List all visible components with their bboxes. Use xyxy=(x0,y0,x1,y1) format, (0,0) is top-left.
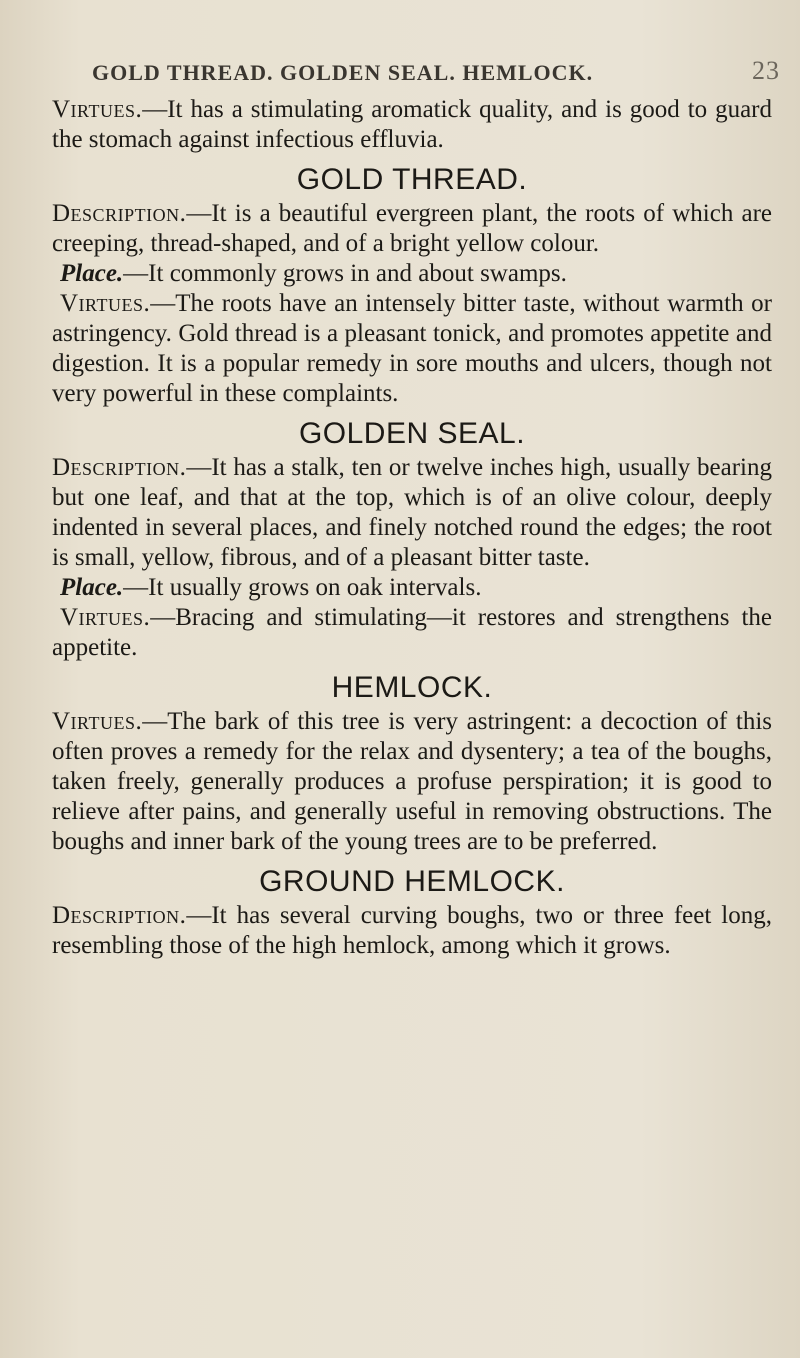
ground-hemlock-heading: GROUND HEMLOCK. xyxy=(259,865,565,898)
golden-seal-place-text: —It usually grows on oak intervals. xyxy=(123,574,482,601)
golden-seal-heading: GOLDEN SEAL. xyxy=(298,417,526,450)
running-head-titles: GOLD THREAD. GOLDEN SEAL. HEMLOCK. xyxy=(92,60,594,85)
golden-seal-virtues-lead: Virtues. xyxy=(60,604,151,631)
hemlock-heading: HEMLOCK. xyxy=(331,671,493,704)
intro-virtues-paragraph xyxy=(52,95,772,155)
ground-hemlock-description-lead: Description. xyxy=(52,902,187,929)
page-number: 23 xyxy=(752,56,780,85)
golden-seal-description-lead: Description. xyxy=(52,454,187,481)
gold-thread-virtues-text: —The roots have an intensely bitter taste, without warmth or astringency. Gold thread is a pleasant tonick, and promotes appetite and digestion. It is a popular remedy in sore mouths and ulcers, though not very powerful in these complaints. xyxy=(52,290,772,407)
golden-seal-description xyxy=(52,453,772,573)
golden-seal-place-lead: Place. xyxy=(60,574,124,601)
gold-thread-heading: GOLD THREAD. xyxy=(296,163,528,196)
body-text xyxy=(52,95,772,961)
hemlock-virtues xyxy=(52,707,772,857)
gold-thread-virtues-lead: Virtues. xyxy=(60,290,151,317)
hemlock-virtues-text: —The bark of this tree is very astringent: a decoction of this often proves a remedy for the relax and dysentery; a tea of the boughs, taken freely, generally produces a profuse perspiration; it is good to relieve after pains, and generally useful in removing obstructions. The boughs and inner bark of the young trees are to be preferred. xyxy=(52,708,772,855)
running-head xyxy=(92,56,780,90)
ground-hemlock-description-text: —It has several curving boughs, two or three feet long, resembling those of the high hemlock, among which it grows. xyxy=(52,902,772,959)
gold-thread-virtues xyxy=(52,289,772,409)
gold-thread-place-lead: Place. xyxy=(60,260,124,287)
gold-thread-place-text: —It commonly grows in and about swamps. xyxy=(123,260,567,287)
golden-seal-place xyxy=(52,573,772,603)
gold-thread-description xyxy=(52,199,772,259)
gold-thread-description-lead: Description. xyxy=(52,200,187,227)
ground-hemlock-description xyxy=(52,901,772,961)
golden-seal-description-text: —It has a stalk, ten or twelve inches high, usually bearing but one leaf, and that at the top, which is of an olive colour, deeply indented in several places, and finely notched round the edges; the root is small, yellow, fibrous, and of a pleasant bitter taste. xyxy=(52,454,772,571)
gold-thread-place xyxy=(52,259,772,289)
golden-seal-virtues-text: —Bracing and stimulating—it restores and strengthens the appetite. xyxy=(52,604,772,661)
hemlock-virtues-lead: Virtues. xyxy=(52,708,143,735)
intro-virtues-text: —It has a stimulating aromatick quality, and is good to guard the stomach against infectious effluvia. xyxy=(52,96,772,153)
golden-seal-virtues xyxy=(52,603,772,663)
intro-virtues-lead: Virtues. xyxy=(52,96,143,123)
gold-thread-description-text: —It is a beautiful evergreen plant, the roots of which are creeping, thread-shaped, and of a bright yellow colour. xyxy=(52,200,772,257)
